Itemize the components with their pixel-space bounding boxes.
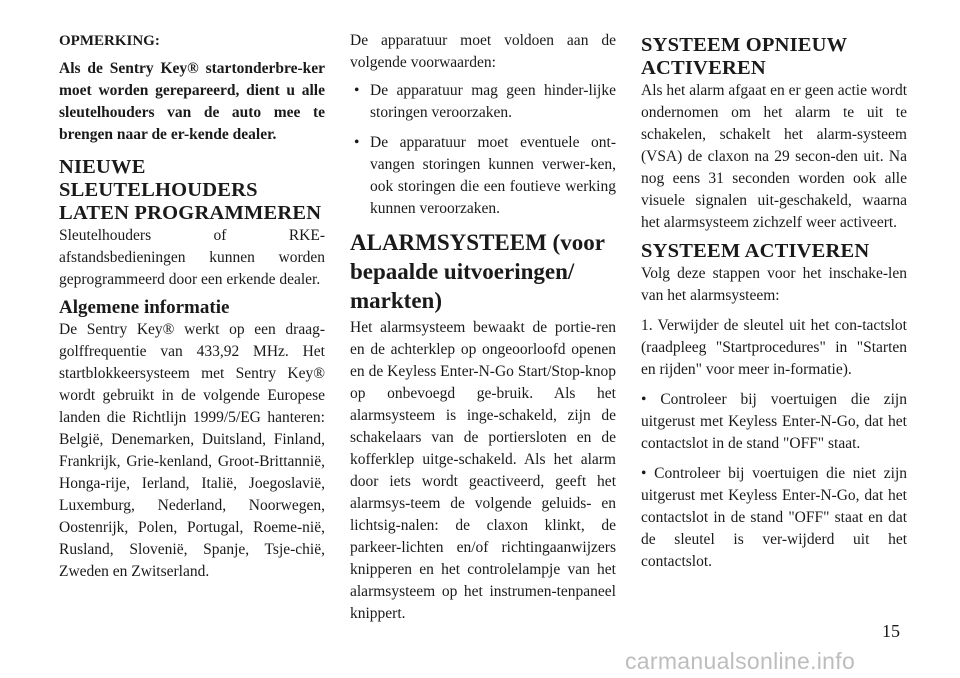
list-item: • De apparatuur mag geen hinder-lijke storingen veroorzaken. bbox=[350, 80, 616, 124]
watermark-text: carmanualsonline.info bbox=[625, 648, 856, 674]
column-left bbox=[59, 30, 325, 589]
paragraph-bullet-keyless: • Controleer bij voertuigen die zijn uitgerust met Keyless Enter-N-Go, dat het contactslot in de stand "OFF" staat. bbox=[641, 391, 907, 452]
column-middle bbox=[350, 30, 616, 631]
paragraph-step-1: 1. Verwijder de sleutel uit het con-tactslot (raadpleeg "Startprocedures" in "Starten en rijden" voor meer in-formatie). bbox=[641, 317, 907, 378]
paragraph-new-keys: Sleutelhouders of RKE-afstandsbedieningen kunnen worden geprogrammeerd door een erkende dealer. bbox=[59, 227, 325, 288]
paragraph-bullet-non-keyless: • Controleer bij voertuigen die niet zijn uitgerust met Keyless Enter-N-Go, dat het contactslot in de stand "OFF" staat en dat de sleutel is ver-wijderd uit het contactslot. bbox=[641, 465, 907, 570]
paragraph-activate-intro: Volg deze stappen voor het inschake-len van het alarmsysteem: bbox=[641, 265, 907, 304]
list-item: • De apparatuur moet eventuele ont-vangen storingen kunnen verwer-ken, ook storingen die een foutieve werking kunnen veroorzaken. bbox=[350, 132, 616, 220]
column-right bbox=[641, 30, 907, 579]
section-heading-reactivate: SYSTEEM OPNIEUW ACTIVEREN bbox=[641, 34, 847, 79]
page-number: 15 bbox=[882, 621, 900, 641]
section-heading-activate: SYSTEEM ACTIVEREN bbox=[641, 240, 870, 262]
section-heading-new-keys: NIEUWE SLEUTELHOUDERS LATEN PROGRAMMEREN bbox=[59, 156, 322, 224]
conditions-list bbox=[350, 80, 616, 220]
note-title: OPMERKING: bbox=[59, 33, 160, 49]
note-body: Als de Sentry Key® startonderbre-ker moet worden gerepareerd, dient u alle sleutelhouders van de auto mee te brengen naar de er-kende dealer. bbox=[59, 60, 325, 143]
section-heading-alarm-system: ALARMSYSTEEM (voor bepaalde uitvoeringen/ markten) bbox=[350, 230, 605, 313]
paragraph-reactivate: Als het alarm afgaat en er geen actie wordt ondernomen om het alarm te uit te schakelen, schakelt het alarm-systeem (VSA) de claxon na 29 secon-den uit. Na nog eens 31 seconden worden ook alle visuele signalen uit-geschakeld, waarna het alarmsysteem zichzelf weer activeert. bbox=[641, 82, 907, 231]
paragraph-general-info: De Sentry Key® werkt op een draag-golffrequentie van 433,92 MHz. Het startblokkeersysteem met Sentry Key® wordt gebruikt in de volgende Europese landen die Richtlijn 1999/5/EG hanteren: België, Denemarken, Duitsland, Finland, Frankrijk, Grie-kenland, Groot-Brittannië, Honga-rije, Ierland, Italië, Joegoslavië, Luxemburg, Nederland, Noorwegen, Oostenrijk, Polen, Portugal, Roeme-nië, Rusland, Slovenië, Spanje, Tsje-chië, Zweden en Zwitserland. bbox=[59, 321, 325, 580]
paragraph-alarm-system: Het alarmsysteem bewaakt de portie-ren en de achterklep op ongeoorloofd openen en de Keyless Enter-N-Go Start/Stop-knop op onbevoegd ge-bruik. Als het alarmsysteem is inge-schakeld, zijn de schakelaars van de portiersloten en de kofferklep uitge-schakeld. Als het alarm door iets wordt geactiveerd, geeft het alarmsys-teem de volgende geluids- en lichtsig-nalen: de claxon klinkt, de parkeer-lichten en/of richtingaanwijzers knipperen en het controlelampje van het alarmsysteem op het instrumen-tenpaneel knippert. bbox=[350, 319, 616, 622]
section-heading-general-info: Algemene informatie bbox=[59, 297, 230, 318]
paragraph-conditions-intro: De apparatuur moet voldoen aan de volgende voorwaarden: bbox=[350, 32, 616, 71]
